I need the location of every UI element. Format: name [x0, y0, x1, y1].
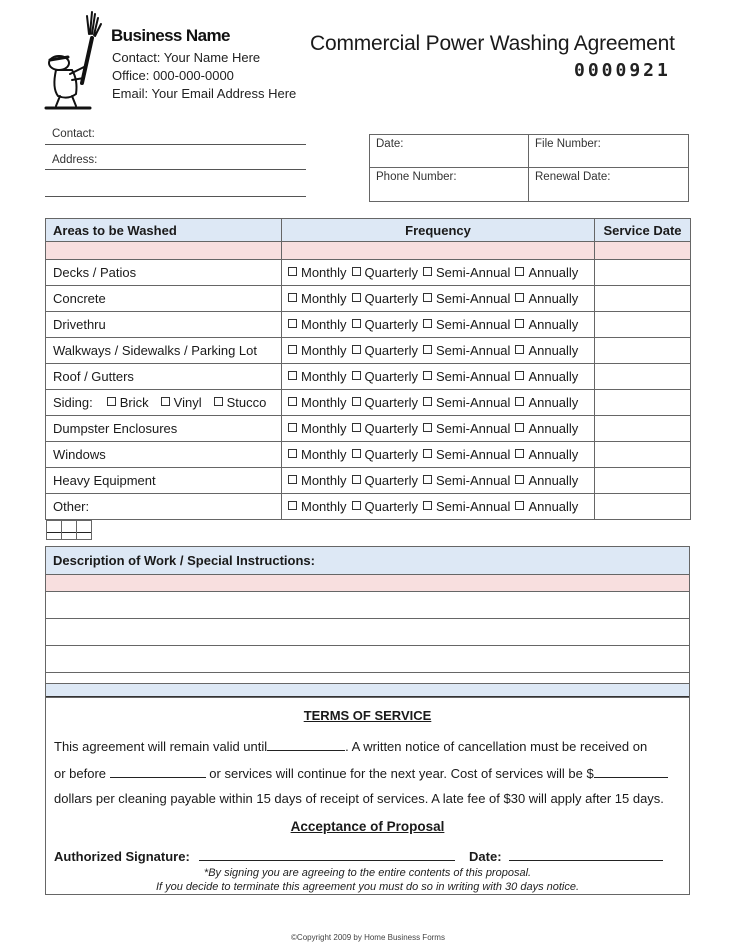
frequency-option-monthly[interactable]: Monthly	[288, 343, 347, 358]
area-cell	[46, 494, 282, 520]
checkbox-icon[interactable]	[423, 475, 432, 484]
info-box	[369, 134, 689, 202]
terms-line-1: This agreement will remain valid until . A written notice of cancellation must be received on	[54, 739, 648, 754]
frequency-option-annually[interactable]: Annually	[515, 447, 578, 462]
contact-label: Contact:	[52, 128, 95, 140]
area-label: Drivethru	[53, 317, 106, 332]
table-row	[46, 364, 691, 390]
checkbox-icon[interactable]	[423, 371, 432, 380]
frequency-option-semi-annual[interactable]: Semi-Annual	[423, 265, 510, 280]
service-date-cell[interactable]	[595, 312, 691, 338]
area-cell	[46, 286, 282, 312]
contact-field[interactable]	[45, 144, 306, 145]
frequency-option-annually[interactable]: Annually	[515, 499, 578, 514]
frequency-option-quarterly[interactable]: Quarterly	[352, 265, 418, 280]
document-number: 0000921	[574, 60, 671, 81]
frequency-option-monthly[interactable]: Monthly	[288, 473, 347, 488]
table-row	[46, 260, 691, 286]
frequency-option-monthly[interactable]: Monthly	[288, 447, 347, 462]
frequency-option-quarterly[interactable]: Quarterly	[352, 369, 418, 384]
frequency-option-annually[interactable]: Annually	[515, 421, 578, 436]
area-label: Windows	[53, 447, 106, 462]
area-cell	[46, 416, 282, 442]
checkbox-icon[interactable]	[352, 449, 361, 458]
frequency-option-monthly[interactable]: Monthly	[288, 265, 347, 280]
checkbox-icon[interactable]	[423, 423, 432, 432]
frequency-cell	[282, 494, 595, 520]
description-header: Description of Work / Special Instructions:	[46, 547, 689, 575]
checkbox-icon[interactable]	[423, 449, 432, 458]
checkbox-icon[interactable]	[352, 319, 361, 328]
area-cell	[46, 468, 282, 494]
renewal-date-field[interactable]	[529, 168, 688, 201]
frequency-option-quarterly[interactable]: Quarterly	[352, 343, 418, 358]
area-cell	[46, 390, 282, 416]
signature-date-field[interactable]	[509, 848, 663, 861]
frequency-option-semi-annual[interactable]: Semi-Annual	[423, 291, 510, 306]
checkbox-icon[interactable]	[288, 267, 297, 276]
checkbox-icon[interactable]	[161, 397, 170, 406]
terms-line-2: or before or services will continue for the next year. Cost of services will be $	[54, 765, 668, 781]
checkbox-icon[interactable]	[352, 423, 361, 432]
frequency-option-monthly[interactable]: Monthly	[288, 395, 347, 410]
pink-band-row	[46, 242, 691, 260]
header-frequency: Frequency	[282, 219, 595, 242]
frequency-option-semi-annual[interactable]: Semi-Annual	[423, 317, 510, 332]
frequency-cell	[282, 416, 595, 442]
frequency-option-quarterly[interactable]: Quarterly	[352, 499, 418, 514]
service-date-cell[interactable]	[595, 338, 691, 364]
address-field-line-1[interactable]	[45, 169, 306, 170]
table-row	[46, 494, 691, 520]
frequency-option-annually[interactable]: Annually	[515, 395, 578, 410]
checkbox-icon[interactable]	[288, 293, 297, 302]
signature-date-label: Date:	[469, 849, 502, 864]
terms-line-3: dollars per cleaning payable within 15 days of receipt of services. A late fee of $30 will apply after 15 days.	[54, 791, 664, 806]
header-areas: Areas to be Washed	[46, 219, 282, 242]
frequency-option-quarterly[interactable]: Quarterly	[352, 291, 418, 306]
table-row	[46, 286, 691, 312]
area-label: Dumpster Enclosures	[53, 421, 178, 436]
areas-table	[45, 218, 691, 538]
table-header-row	[46, 219, 691, 242]
checkbox-icon[interactable]	[288, 345, 297, 354]
frequency-option-semi-annual[interactable]: Semi-Annual	[423, 499, 510, 514]
frequency-option-monthly[interactable]: Monthly	[288, 499, 347, 514]
checkbox-icon[interactable]	[352, 475, 361, 484]
checkbox-icon[interactable]	[352, 397, 361, 406]
table-row	[46, 442, 691, 468]
signature-row	[54, 848, 663, 864]
siding-option-stucco[interactable]: Stucco	[214, 395, 267, 410]
table-row	[46, 416, 691, 442]
frequency-option-semi-annual[interactable]: Semi-Annual	[423, 447, 510, 462]
renewal-date-label: Renewal Date:	[535, 171, 611, 183]
area-label: Walkways / Sidewalks / Parking Lot	[53, 343, 257, 358]
frequency-cell	[282, 338, 595, 364]
business-name: Business Name	[111, 26, 230, 45]
area-cell	[46, 338, 282, 364]
checkbox-icon[interactable]	[423, 267, 432, 276]
document-title: Commercial Power Washing Agreement	[310, 32, 675, 55]
checkbox-icon[interactable]	[288, 319, 297, 328]
checkbox-icon[interactable]	[515, 345, 524, 354]
table-row	[46, 390, 691, 416]
checkbox-icon[interactable]	[423, 501, 432, 510]
frequency-option-quarterly[interactable]: Quarterly	[352, 421, 418, 436]
area-label: Heavy Equipment	[53, 473, 156, 488]
terms-title: TERMS OF SERVICE	[303, 708, 432, 723]
frequency-option-monthly[interactable]: Monthly	[288, 369, 347, 384]
area-label: Decks / Patios	[53, 265, 137, 280]
phone-number-field[interactable]	[370, 168, 529, 201]
blank-cell[interactable]	[46, 521, 61, 540]
area-cell	[46, 442, 282, 468]
checkbox-icon[interactable]	[107, 397, 116, 406]
business-email: Email: Your Email Address Here	[112, 86, 297, 101]
power-washer-man-icon	[32, 8, 112, 113]
description-line-3[interactable]	[46, 646, 689, 673]
date-field[interactable]	[370, 135, 529, 168]
frequency-option-monthly[interactable]: Monthly	[288, 291, 347, 306]
service-date-cell[interactable]	[595, 286, 691, 312]
frequency-option-annually[interactable]: Annually	[515, 369, 578, 384]
description-line-1[interactable]	[46, 592, 689, 619]
checkbox-icon[interactable]	[288, 501, 297, 510]
pink-band	[46, 575, 689, 592]
frequency-option-annually[interactable]: Annually	[515, 265, 578, 280]
checkbox-icon[interactable]	[288, 423, 297, 432]
table-row	[46, 312, 691, 338]
frequency-option-annually[interactable]: Annually	[515, 343, 578, 358]
business-contact: Contact: Your Name Here	[112, 50, 261, 65]
cost-field[interactable]	[594, 765, 668, 778]
checkbox-icon[interactable]	[515, 371, 524, 380]
frequency-option-monthly[interactable]: Monthly	[288, 317, 347, 332]
service-date-cell[interactable]	[595, 468, 691, 494]
frequency-cell	[282, 260, 595, 286]
blank-cell[interactable]	[61, 521, 76, 540]
frequency-option-quarterly[interactable]: Quarterly	[352, 447, 418, 462]
date-label: Date:	[376, 138, 404, 150]
service-date-cell[interactable]	[595, 260, 691, 286]
service-date-cell[interactable]	[595, 442, 691, 468]
termination-note: If you decide to terminate this agreement you must do so in writing with 30 days notice.	[155, 881, 580, 893]
checkbox-icon[interactable]	[515, 501, 524, 510]
checkbox-icon[interactable]	[214, 397, 223, 406]
signing-note: *By signing you are agreeing to the entire contents of this proposal.	[203, 867, 532, 879]
checkbox-icon[interactable]	[423, 293, 432, 302]
service-date-cell[interactable]	[595, 416, 691, 442]
service-date-cell[interactable]	[595, 364, 691, 390]
checkbox-icon[interactable]	[288, 371, 297, 380]
description-section	[45, 546, 690, 698]
blank-cell[interactable]	[76, 521, 91, 540]
checkbox-icon[interactable]	[288, 475, 297, 484]
area-label: Other:	[53, 499, 90, 514]
frequency-option-semi-annual[interactable]: Semi-Annual	[423, 421, 510, 436]
signature-field[interactable]	[199, 848, 455, 861]
siding-option-brick[interactable]: Brick	[107, 395, 149, 410]
service-date-cell[interactable]	[595, 390, 691, 416]
frequency-cell	[282, 390, 595, 416]
area-cell	[46, 364, 282, 390]
checkbox-icon[interactable]	[352, 267, 361, 276]
checkbox-icon[interactable]	[515, 293, 524, 302]
service-date-cell[interactable]	[595, 494, 691, 520]
area-label: Siding:	[53, 395, 93, 410]
acceptance-title: Acceptance of Proposal	[290, 819, 445, 834]
siding-option-vinyl[interactable]: Vinyl	[161, 395, 202, 410]
checkbox-icon[interactable]	[352, 371, 361, 380]
phone-number-label: Phone Number:	[376, 171, 457, 183]
area-label: Roof / Gutters	[53, 369, 134, 384]
checkbox-icon[interactable]	[352, 293, 361, 302]
checkbox-icon[interactable]	[515, 423, 524, 432]
signature-label: Authorized Signature:	[54, 849, 190, 864]
frequency-cell	[282, 312, 595, 338]
checkbox-icon[interactable]	[352, 501, 361, 510]
frequency-option-annually[interactable]: Annually	[515, 473, 578, 488]
frequency-option-semi-annual[interactable]: Semi-Annual	[423, 343, 510, 358]
checkbox-icon[interactable]	[352, 345, 361, 354]
checkbox-icon[interactable]	[423, 345, 432, 354]
checkbox-icon[interactable]	[515, 319, 524, 328]
frequency-option-semi-annual[interactable]: Semi-Annual	[423, 395, 510, 410]
frequency-option-quarterly[interactable]: Quarterly	[352, 473, 418, 488]
header-service-date: Service Date	[595, 219, 691, 242]
file-number-field[interactable]	[529, 135, 688, 168]
frequency-option-monthly[interactable]: Monthly	[288, 421, 347, 436]
frequency-cell	[282, 442, 595, 468]
frequency-option-semi-annual[interactable]: Semi-Annual	[423, 369, 510, 384]
table-row	[46, 468, 691, 494]
checkbox-icon[interactable]	[515, 267, 524, 276]
description-line-2[interactable]	[46, 619, 689, 646]
frequency-option-annually[interactable]: Annually	[515, 291, 578, 306]
frequency-cell	[282, 364, 595, 390]
area-cell	[46, 312, 282, 338]
frequency-option-annually[interactable]: Annually	[515, 317, 578, 332]
checkbox-icon[interactable]	[423, 319, 432, 328]
blank-row	[46, 520, 92, 533]
description-line-4[interactable]	[46, 673, 689, 684]
business-office-phone: Office: 000-000-0000	[112, 68, 234, 83]
checkbox-icon[interactable]	[288, 397, 297, 406]
frequency-cell	[282, 286, 595, 312]
frequency-option-semi-annual[interactable]: Semi-Annual	[423, 473, 510, 488]
frequency-option-quarterly[interactable]: Quarterly	[352, 395, 418, 410]
cancel-before-field[interactable]	[110, 765, 206, 778]
file-number-label: File Number:	[535, 138, 601, 150]
address-label: Address:	[52, 154, 98, 166]
area-label: Concrete	[53, 291, 106, 306]
copyright: ©Copyright 2009 by Home Business Forms	[291, 933, 445, 942]
checkbox-icon[interactable]	[515, 449, 524, 458]
table-row	[46, 338, 691, 364]
checkbox-icon[interactable]	[423, 397, 432, 406]
frequency-option-quarterly[interactable]: Quarterly	[352, 317, 418, 332]
checkbox-icon[interactable]	[288, 449, 297, 458]
area-cell	[46, 260, 282, 286]
terms-section	[45, 693, 690, 895]
checkbox-icon[interactable]	[515, 475, 524, 484]
frequency-cell	[282, 468, 595, 494]
valid-until-field[interactable]	[267, 738, 345, 751]
address-field-line-2[interactable]	[45, 196, 306, 197]
checkbox-icon[interactable]	[515, 397, 524, 406]
